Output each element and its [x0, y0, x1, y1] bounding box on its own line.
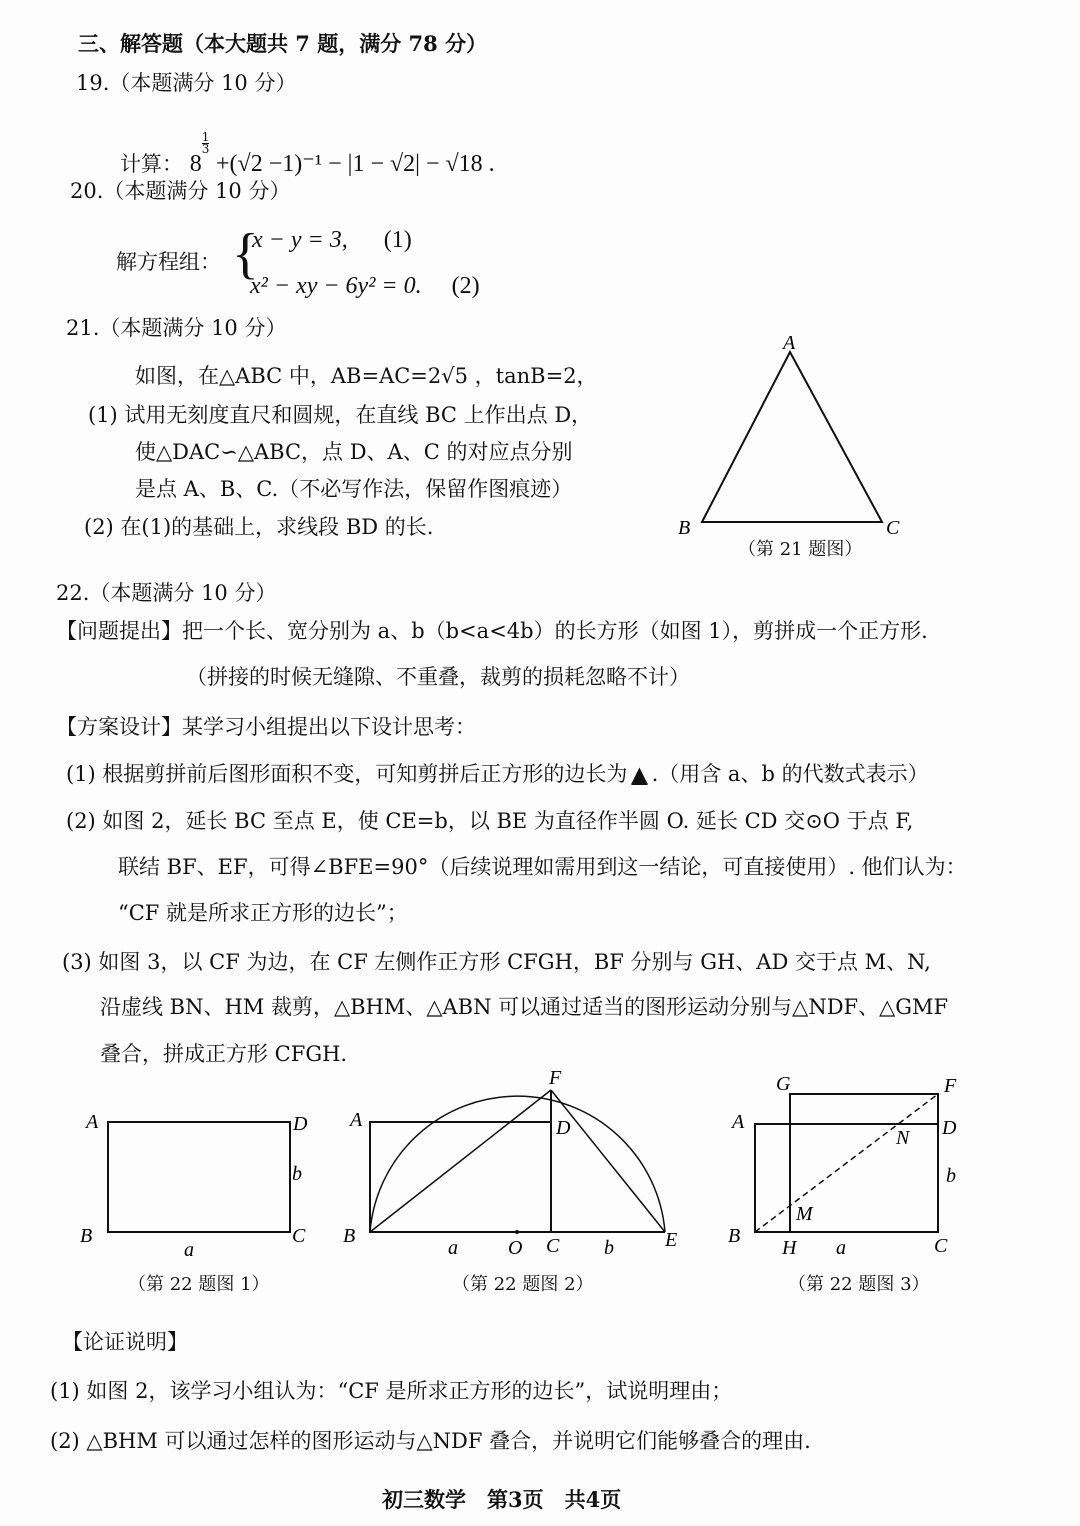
- q21-line: 是点 A、B、C.（不必写作法，保留作图痕迹）: [135, 477, 573, 501]
- q19-base: 8: [189, 151, 202, 177]
- svg-text:D: D: [293, 1113, 308, 1135]
- svg-text:A: A: [350, 1109, 363, 1131]
- svg-text:B: B: [343, 1225, 356, 1247]
- q21-header: 21.（本题满分 10 分）: [66, 316, 287, 340]
- q22-problem: 【问题提出】把一个长、宽分别为 a、b（b<a<4b）的长方形（如图 1），剪拼成一个正方形.: [56, 619, 928, 643]
- svg-text:F: F: [944, 1075, 957, 1097]
- svg-text:O: O: [508, 1237, 523, 1259]
- svg-text:N: N: [896, 1127, 910, 1149]
- figure-21: [678, 332, 900, 539]
- q22-d3: (3) 如图 3，以 CF 为边，在 CF 左侧作正方形 CFGH，BF 分别与 GH、AD 交于点 M、N,: [62, 950, 931, 974]
- svg-text:B: B: [728, 1225, 741, 1247]
- q22-d2: (2) 如图 2，延长 BC 至点 E，使 CE=b，以 BE 为直径作半圆 O. 延长 CD 交⊙O 于点 F,: [66, 809, 914, 833]
- figure-22-1: [80, 1111, 308, 1261]
- svg-text:C: C: [934, 1235, 948, 1257]
- svg-text:M: M: [796, 1203, 813, 1225]
- q20-eq1: x − y = 3, (1): [252, 227, 412, 253]
- q19-exponent: $\frac{1}{3}$: [201, 130, 210, 156]
- q22-d3: 叠合，拼成正方形 CFGH.: [100, 1042, 348, 1066]
- q22-d3: 沿虚线 BN、HM 裁剪，△BHM、△ABN 可以通过适当的图形运动分别与△NDF、△GMF: [100, 995, 949, 1019]
- q22-problem-note: （拼接的时候无缝隙、不重叠，裁剪的损耗忽略不计）: [186, 665, 690, 689]
- svg-text:H: H: [782, 1237, 797, 1259]
- figure-22-1-caption: （第 22 题图 1）: [128, 1274, 270, 1295]
- svg-text:b: b: [604, 1237, 614, 1259]
- q19-prompt: 计算：: [120, 152, 183, 176]
- answer-blank: ▲: [631, 762, 648, 786]
- q20-prompt: 解方程组：: [116, 250, 221, 274]
- figure-21-caption: （第 21 题图）: [738, 539, 863, 560]
- q21-line: 如图，在△ABC 中，AB=AC=2√5 ，tanB=2，: [135, 364, 598, 388]
- svg-text:C: C: [886, 517, 900, 539]
- svg-text:b: b: [946, 1165, 956, 1187]
- q22-p1: (1) 如图 2，该学习小组认为：“CF 是所求正方形的边长”，试说明理由；: [50, 1379, 733, 1403]
- q20-eq2: x² − xy − 6y² = 0. (2): [250, 273, 480, 299]
- q22-proof-title: 【论证说明】: [62, 1330, 188, 1354]
- svg-text:G: G: [776, 1073, 791, 1095]
- figure-22-3-caption: （第 22 题图 3）: [788, 1274, 930, 1295]
- svg-text:A: A: [86, 1111, 99, 1133]
- figure-22-3: [728, 1073, 957, 1259]
- figure-22-2: [343, 1067, 677, 1259]
- svg-text:C: C: [292, 1225, 306, 1247]
- q20-header: 20.（本题满分 10 分）: [70, 179, 291, 203]
- q22-design-title: 【方案设计】某学习小组提出以下设计思考：: [56, 715, 476, 739]
- svg-text:a: a: [448, 1237, 458, 1259]
- page-footer: 初三数学 第3页 共4页: [382, 1487, 622, 1512]
- svg-text:D: D: [942, 1117, 957, 1139]
- q22-d2: “CF 就是所求正方形的边长”；: [118, 901, 408, 925]
- svg-text:b: b: [292, 1163, 302, 1185]
- svg-text:A: A: [732, 1111, 745, 1133]
- q22-header: 22.（本题满分 10 分）: [56, 581, 277, 605]
- svg-text:B: B: [678, 517, 691, 539]
- svg-text:B: B: [80, 1225, 93, 1247]
- q22-d2: 联结 BF、EF，可得∠BFE=90°（后续说理如需用到这一结论，可直接使用）. 他们认为：: [118, 855, 967, 879]
- svg-text:F: F: [549, 1067, 562, 1089]
- q19-header: 19.（本题满分 10 分）: [76, 71, 297, 95]
- figure-22-2-caption: （第 22 题图 2）: [452, 1274, 594, 1295]
- q21-line: 使△DAC∽△ABC，点 D、A、C 的对应点分别: [135, 440, 573, 464]
- brace-icon: {: [232, 223, 259, 285]
- q22-p2: (2) △BHM 可以通过怎样的图形运动与△NDF 叠合，并说明它们能够叠合的理由.: [50, 1429, 811, 1453]
- svg-text:a: a: [184, 1239, 194, 1261]
- q21-line: (1) 试用无刻度直尺和圆规，在直线 BC 上作出点 D，: [88, 403, 593, 427]
- section-title: 三、解答题（本大题共 7 题，满分 78 分）: [78, 31, 488, 56]
- svg-text:E: E: [665, 1229, 678, 1251]
- svg-text:C: C: [546, 1235, 560, 1257]
- q19-rest: +(√2 −1)⁻¹ − |1 − √2| − √18 .: [216, 151, 495, 177]
- svg-text:D: D: [556, 1117, 571, 1139]
- q21-line: (2) 在(1)的基础上，求线段 BD 的长.: [84, 515, 434, 539]
- svg-text:A: A: [783, 332, 796, 354]
- svg-text:a: a: [836, 1237, 846, 1259]
- q22-d1: (1) 根据剪拼前后图形面积不变，可知剪拼后正方形的边长为 ▲ .（用含 a、b 的代数式表示）: [66, 762, 929, 786]
